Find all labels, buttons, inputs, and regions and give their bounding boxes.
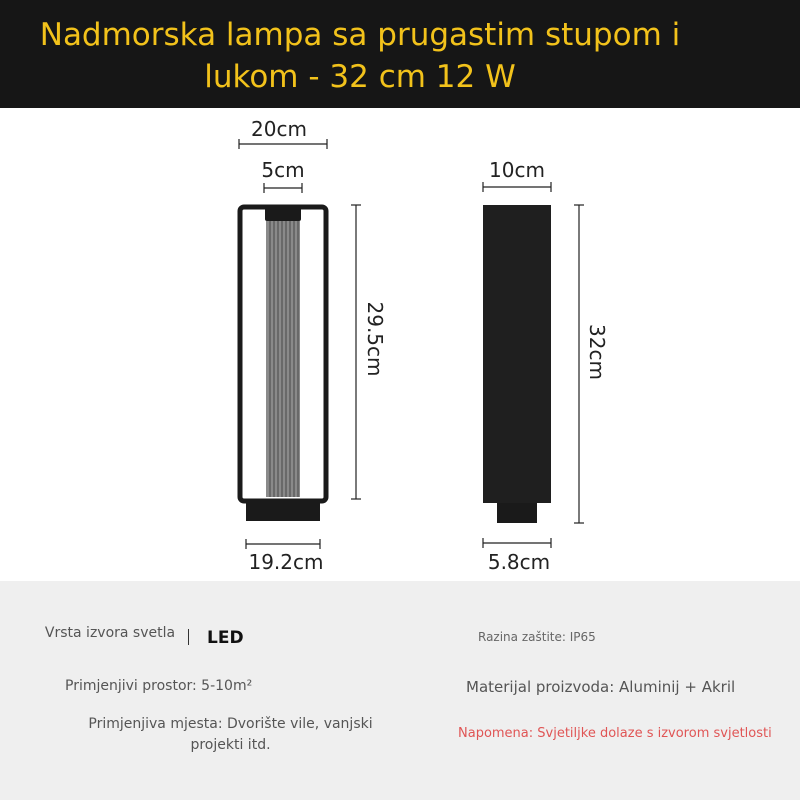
spec-divider [188, 629, 189, 645]
dim-19-2cm-line [246, 539, 320, 549]
side-view-body [483, 205, 551, 503]
source-type-label: Vrsta izvora svetla [44, 625, 176, 641]
dim-label-lamp-height: 29.5cm [363, 301, 387, 377]
dimension-drawing [0, 108, 800, 581]
light-source-note: Napomena: Svjetiljke dolaze s izvorom svjetlosti [458, 726, 772, 741]
header-banner [0, 0, 800, 108]
product-material: Materijal proizvoda: Aluminij + Akril [466, 678, 736, 696]
product-diagram [0, 108, 800, 581]
side-view-base [497, 503, 537, 523]
spec-panel [0, 581, 800, 800]
source-type-value: LED [207, 628, 244, 648]
dim-label-outer-width: 20cm [251, 117, 307, 141]
dim-label-tube-width: 5cm [261, 158, 305, 182]
lamp-base [246, 501, 320, 521]
dim-29-5cm-line [351, 205, 361, 499]
dim-label-side-width: 10cm [489, 158, 545, 182]
dim-32cm-line [574, 205, 584, 523]
dim-5-8cm-line [483, 538, 551, 548]
applicable-places: Primjenjiva mjesta: Dvorište vile, vanjski projekti itd. [88, 716, 373, 753]
tube-cap [265, 207, 301, 221]
ribbed-tube [266, 221, 300, 497]
dim-10cm-line [483, 182, 551, 192]
dim-label-base-width: 19.2cm [248, 550, 324, 574]
product-title: Nadmorska lampa sa prugastim stupom i lukom - 32 cm 12 W [39, 17, 681, 95]
protection-rating: Razina zaštite: IP65 [478, 630, 596, 644]
dim-5cm-line [264, 183, 302, 193]
dim-label-side-height: 32cm [585, 324, 609, 380]
applicable-space: Primjenjivi prostor: 5-10m² [65, 678, 253, 694]
dim-label-side-base-width: 5.8cm [487, 550, 551, 574]
